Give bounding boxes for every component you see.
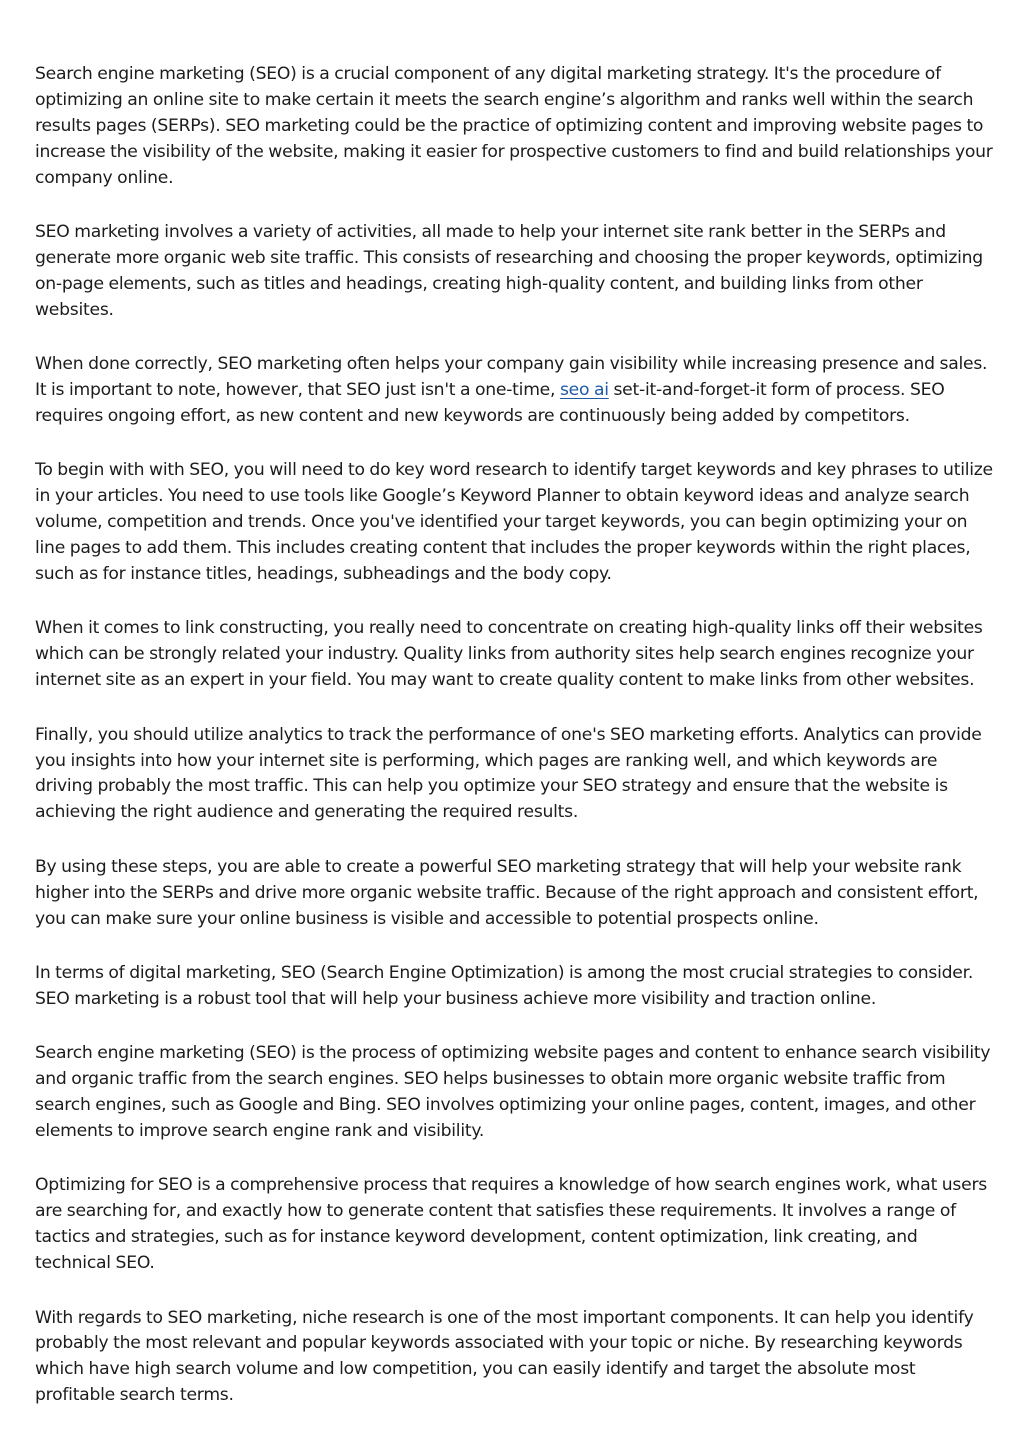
paragraph-1: Search engine marketing (SEO) is a crucial component of any digital marketing strategy. It's the procedure of optimizing an online site to make certain it meets the search engine’s algorithm and ranks well within the search results pages (SERPs). SEO marketing could be the practice of optimizing content and improving website pages to increase the visibility of the website, making it easier for prospective customers to find and build relationships your company online. bbox=[35, 64, 993, 188]
paragraph-2: SEO marketing involves a variety of activities, all made to help your internet site rank better in the SERPs and generate more organic web site traffic. This consists of researching and choosing the proper keywords, optimizing on-page elements, such as titles and headings, creating high-quality content, and building links from other websites. bbox=[35, 222, 983, 320]
paragraph-8: In terms of digital marketing, SEO (Search Engine Optimization) is among the most crucial strategies to consider. SEO marketing is a robust tool that will help your business achieve more visibility and traction online. bbox=[35, 962, 974, 1009]
paragraph-5: When it comes to link constructing, you really need to concentrate on creating high-quality links off their websites which can be strongly related your industry. Quality links from authority sites help search engines recognize your internet site as an expert in your field. You may want to create quality content to make links from other websites. bbox=[35, 618, 983, 691]
paragraph-3 bbox=[35, 352, 993, 430]
paragraph-9: Search engine marketing (SEO) is the process of optimizing website pages and content to enhance search visibility and organic traffic from the search engines. SEO helps businesses to obtain more organic website traffic from search engines, such as Google and Bing. SEO involves optimizing your online pages, content, images, and other elements to improve search engine rank and visibility. bbox=[35, 1043, 991, 1141]
paragraph-3-before-link: When done correctly, SEO marketing often helps your company gain visibility while increasing presence and sales. It is important to note, however, that SEO just isn't a one-time, bbox=[35, 354, 988, 401]
paragraph-3-after-link: set-it-and-forget-it form of process. SEO requires ongoing effort, as new content and new keywords are continuously being added by competitors. bbox=[35, 380, 945, 426]
document-body bbox=[35, 62, 993, 1409]
paragraph-4: To begin with with SEO, you will need to do key word research to identify target keywords and key phrases to utilize in your articles. You need to use tools like Google’s Keyword Planner to obtain keyword ideas and analyze search volume, competition and trends. Once you've identified your target keywords, you can begin optimizing your on line pages to add them. This includes creating content that includes the proper keywords within the right places, such as for instance titles, headings, subheadings and the body copy. bbox=[35, 460, 993, 584]
paragraph-10: Optimizing for SEO is a comprehensive process that requires a knowledge of how search engines work, what users are searching for, and exactly how to generate content that satisfies these requirements. It involves a range of tactics and strategies, such as for instance keyword development, content optimization, link creating, and technical SEO. bbox=[35, 1175, 987, 1274]
seo-ai-link[interactable]: seo ai bbox=[559, 380, 609, 401]
paragraph-6: Finally, you should utilize analytics to track the performance of one's SEO marketing efforts. Analytics can provide you insights into how your internet site is performing, which pages are ranking well, and which keywords are driving probably the most traffic. This can help you optimize your SEO strategy and ensure that the website is achieving the right audience and generating the required results. bbox=[35, 724, 982, 823]
paragraph-11: With regards to SEO marketing, niche research is one of the most important components. It can help you identify probably the most relevant and popular keywords associated with your topic or niche. By researching keywords which have high search volume and low competition, you can easily identify and target the absolute most profitable search terms. bbox=[35, 1307, 974, 1406]
paragraph-7: By using these steps, you are able to create a powerful SEO marketing strategy that will help your website rank higher into the SERPs and drive more organic website traffic. Because of the right approach and consistent effort, you can make sure your online business is visible and accessible to potential prospects online. bbox=[35, 856, 979, 929]
